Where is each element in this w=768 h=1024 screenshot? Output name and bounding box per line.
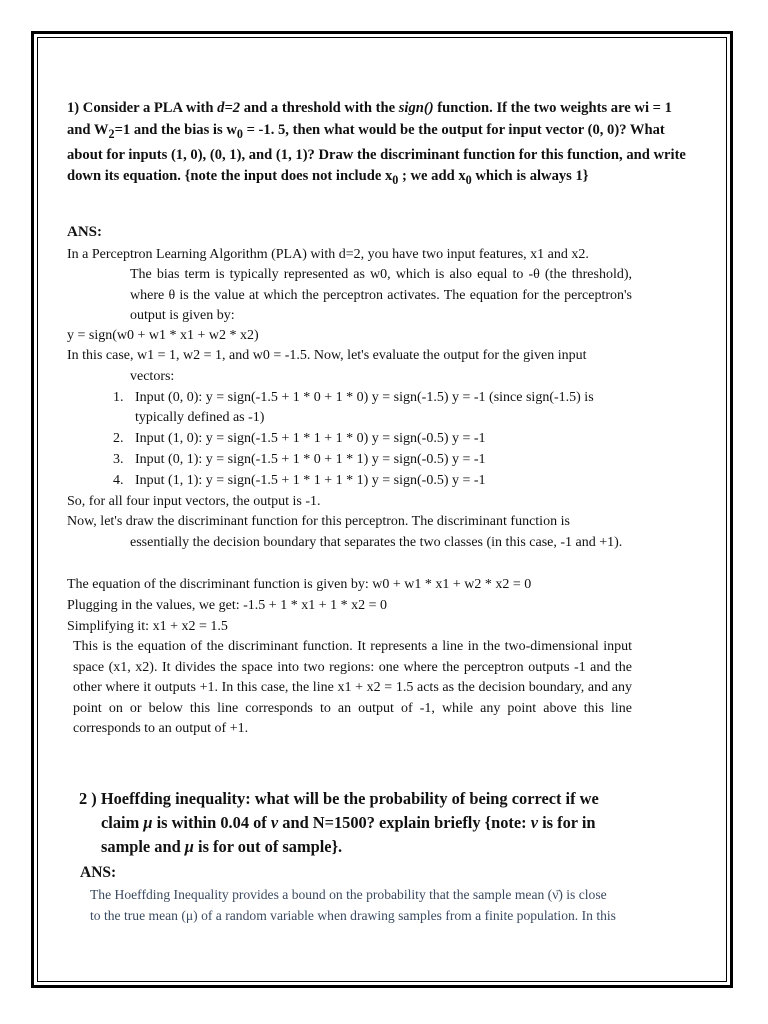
list-item: 3. Input (0, 1): y = sign(-1.5 + 1 * 0 + 1 * 1) y = sign(-0.5) y = -1 (113, 452, 486, 467)
answer-1-paragraph: This is the equation of the discriminant function. It represents a line in the two-dimensional input space (x1, x2). It divides the space into two regions: one where the perceptron outputs -1 and the other where it outputs +1. In this case, the line x1 + x2 = 1.5 acts as the decision boundary, and any point on or below this line corresponds to an output of -1, while any point above this line corresponds to an output of +1. (73, 639, 632, 736)
answer-1-intro: In a Perceptron Learning Algorithm (PLA) with d=2, you have two input features, x1 and x2. (67, 247, 589, 262)
question-1: 1) Consider a PLA with d=2 and a threshold with the sign() function. If the two weights are wi = 1 and $W_2=1$ and the bias is $w_0 = -1$. 5, then what would be the output for input vector (0, 0)? What about for inputs (1, 0), (0, 1), and (1, 1)? Draw the discriminant function for this function, and write down its equation. {note the input does not include $x_0$ ; we add $x_0$ which is always 1} (67, 100, 686, 188)
list-item: 1. Input (0, 0): y = sign(-1.5 + 1 * 0 + 1 * 0) y = sign(-1.5) y = -1 (since sign(-1.5) is (113, 390, 594, 405)
answer-1-case-cont: vectors: (130, 369, 175, 384)
answer-1-draw-line: Now, let's draw the discriminant function for this perceptron. The discriminant function is (67, 514, 570, 529)
answer-1-label: ANS: (67, 224, 103, 240)
answer-1-so-line: So, for all four input vectors, the output is -1. (67, 494, 321, 509)
answer-1-equation: y = sign(w0 + w1 * x1 + w2 * x2) (67, 328, 259, 343)
question-2: 2 ) Hoeffding inequality: what will be the probability of being correct if we claim μ is within 0.04 of ν and N=1500? explain briefly {note: ν is for in sample and μ is for out of sample}. (79, 789, 599, 856)
answer-1-bias-text: The bias term is typically represented as w0, which is also equal to -θ (the threshold), where θ is the value at which the perceptron activates. The equation for the perceptron's output is given by: (130, 267, 632, 323)
list-item: 4. Input (1, 1): y = sign(-1.5 + 1 * 1 + 1 * 1) y = sign(-0.5) y = -1 (113, 473, 486, 488)
list-item-cont: typically defined as -1) (135, 410, 265, 425)
answer-1-case-line: In this case, w1 = 1, w2 = 1, and w0 = -1.5. Now, let's evaluate the output for the given input (67, 348, 587, 363)
answer-1-plug: Plugging in the values, we get: -1.5 + 1 * x1 + 1 * x2 = 0 (67, 598, 387, 613)
answer-2-text: The Hoeffding Inequality provides a bound on the probability that the sample mean (ν̄) is close to the true mean (μ) of a random variable when drawing samples from a finite population. In this (90, 887, 616, 923)
answer-1-simplify: Simplifying it: x1 + x2 = 1.5 (67, 619, 228, 634)
list-item: 2. Input (1, 0): y = sign(-1.5 + 1 * 1 + 1 * 0) y = sign(-0.5) y = -1 (113, 431, 486, 446)
answer-2-label: ANS: (80, 864, 117, 881)
answer-1-draw-cont: essentially the decision boundary that separates the two classes (in this case, -1 and +1). (130, 535, 623, 550)
answer-1-eq-disc: The equation of the discriminant function is given by: w0 + w1 * x1 + w2 * x2 = 0 (67, 577, 532, 592)
